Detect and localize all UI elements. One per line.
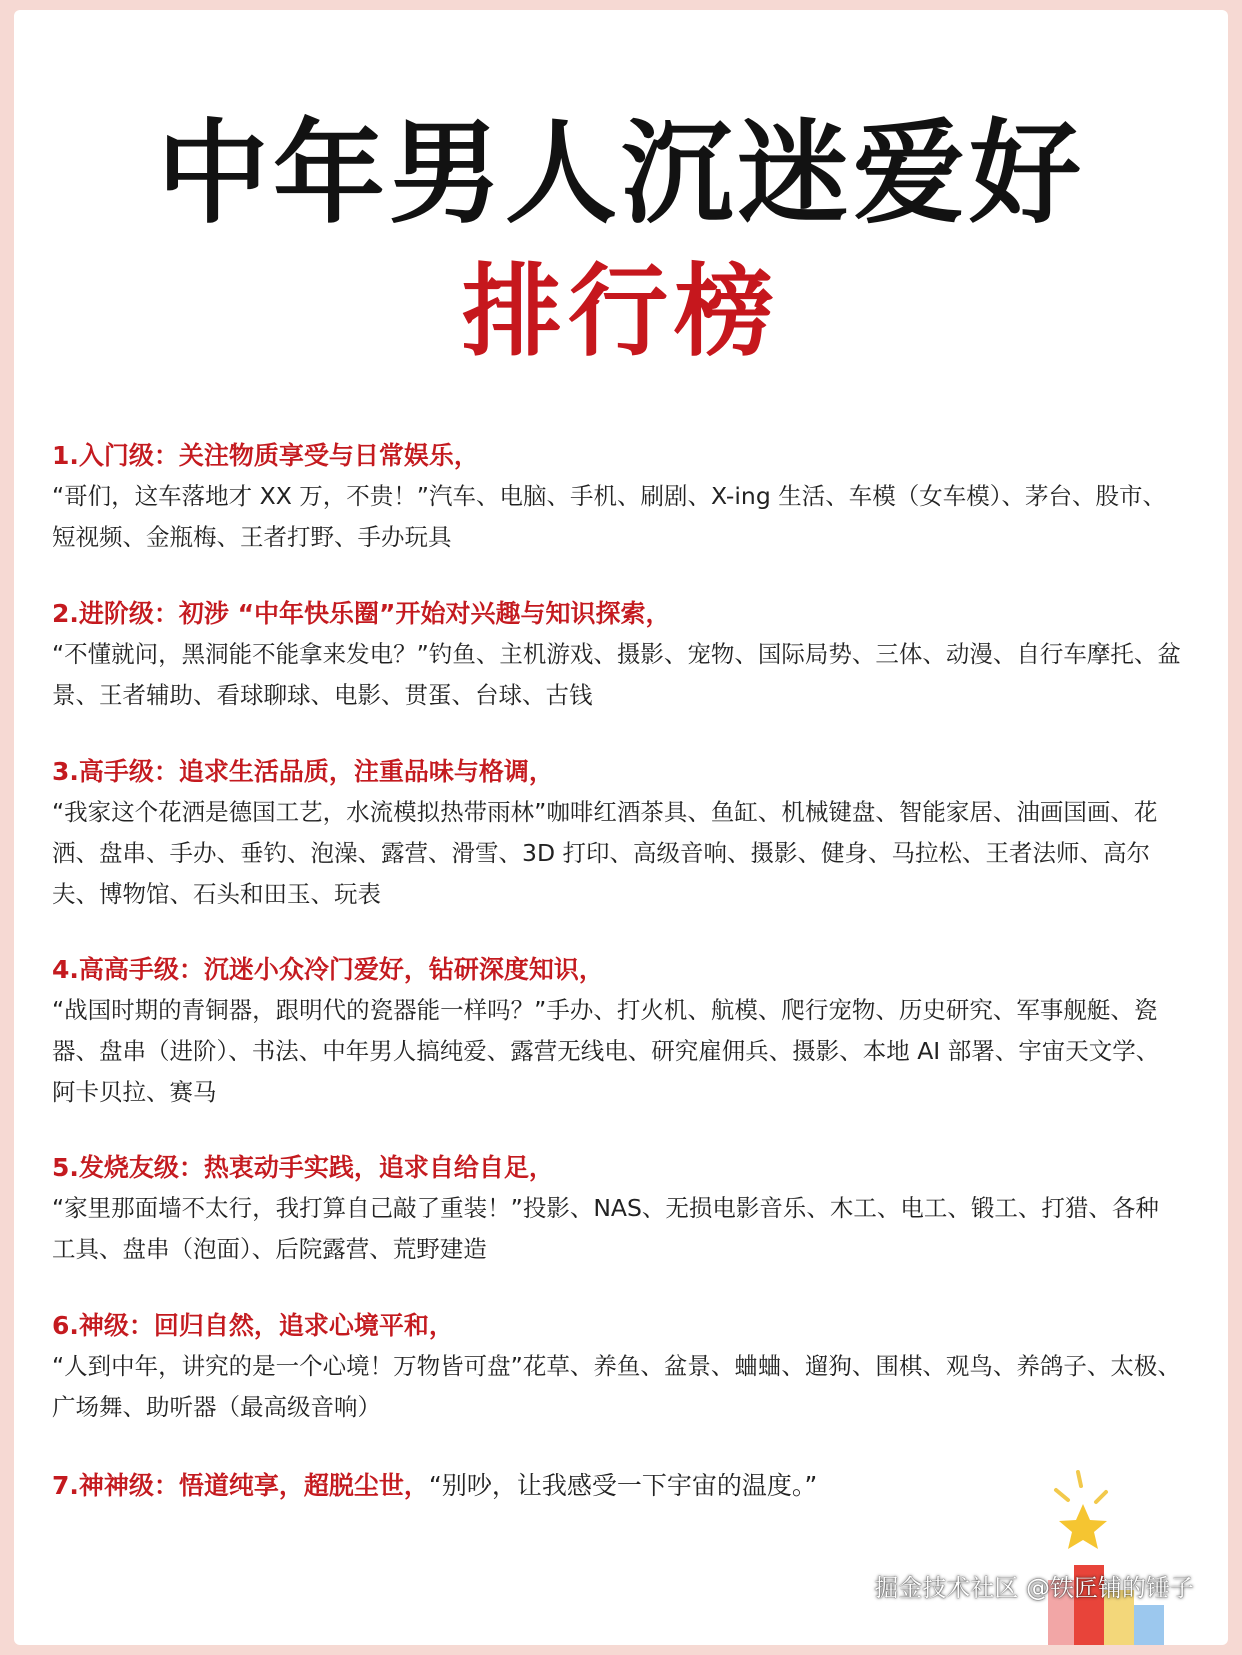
section-body: “战国时期的青铜器，跟明代的瓷器能一样吗？”手办、打火机、航模、爬行宠物、历史研究、军事舰艇、瓷器、盘串（进阶）、书法、中年男人搞纯爱、露营无线电、研究雇佣兵、摄影、本地 AI 部署、宇宙天文学、阿卡贝拉、赛马	[52, 996, 1160, 1106]
watermark: 掘金技术社区 @铁匠铺的锤子	[874, 1574, 1194, 1602]
section-6	[52, 1306, 1182, 1428]
page-subtitle: 排行榜	[462, 253, 780, 370]
section-4	[52, 950, 1182, 1113]
section-quote: “别吵，让我感受一下宇宙的温度。”	[428, 1471, 818, 1500]
section-heading: 6.神级：回归自然，追求心境平和，	[52, 1311, 454, 1340]
section-heading: 2.进阶级：初涉 “中年快乐圈”开始对兴趣与知识探索，	[52, 599, 671, 628]
section-body: “家里那面墙不太行，我打算自己敲了重装！”投影、NAS、无损电影音乐、木工、电工、锻工、打猎、各种工具、盘串（泡面）、后院露营、荒野建造	[52, 1194, 1159, 1263]
section-heading: 4.高高手级：沉迷小众冷门爱好，钻研深度知识，	[52, 955, 604, 984]
section-3	[52, 752, 1182, 915]
section-7	[52, 1466, 1182, 1506]
section-1	[52, 436, 1182, 558]
section-body: “人到中年，讲究的是一个心境！万物皆可盘”花草、养鱼、盆景、蛐蛐、遛狗、围棋、观鸟、养鸽子、太极、广场舞、助听器（最高级音响）	[52, 1352, 1181, 1421]
section-7-line	[52, 1466, 1182, 1506]
section-body: “哥们，这车落地才 XX 万，不贵！”汽车、电脑、手机、刷剧、X-ing 生活、车模（女车模）、茅台、股市、短视频、金瓶梅、王者打野、手办玩具	[52, 482, 1166, 551]
section-heading: 5.发烧友级：热衷动手实践，追求自给自足，	[52, 1153, 554, 1182]
section-body: “我家这个花洒是德国工艺，水流模拟热带雨林”咖啡红酒茶具、鱼缸、机械键盘、智能家居、油画国画、花洒、盘串、手办、垂钓、泡澡、露营、滑雪、3D 打印、高级音响、摄影、健身、马拉松、王者法师、高尔夫、博物馆、石头和田玉、玩表	[52, 798, 1158, 908]
section-body: “不懂就问，黑洞能不能拿来发电？”钓鱼、主机游戏、摄影、宠物、国际局势、三体、动漫、自行车摩托、盆景、王者辅助、看球聊球、电影、贯蛋、台球、古钱	[52, 640, 1181, 709]
section-heading: 3.高手级：追求生活品质，注重品味与格调，	[52, 757, 554, 786]
star-decoration-icon	[1048, 1470, 1168, 1645]
section-5	[52, 1148, 1182, 1270]
section-heading: 7.神神级：悟道纯享，超脱尘世，	[52, 1471, 429, 1500]
section-heading: 1.入门级：关注物质享受与日常娱乐，	[52, 441, 479, 470]
section-2	[52, 594, 1182, 716]
page-title: 中年男人沉迷爱好	[157, 109, 1085, 239]
